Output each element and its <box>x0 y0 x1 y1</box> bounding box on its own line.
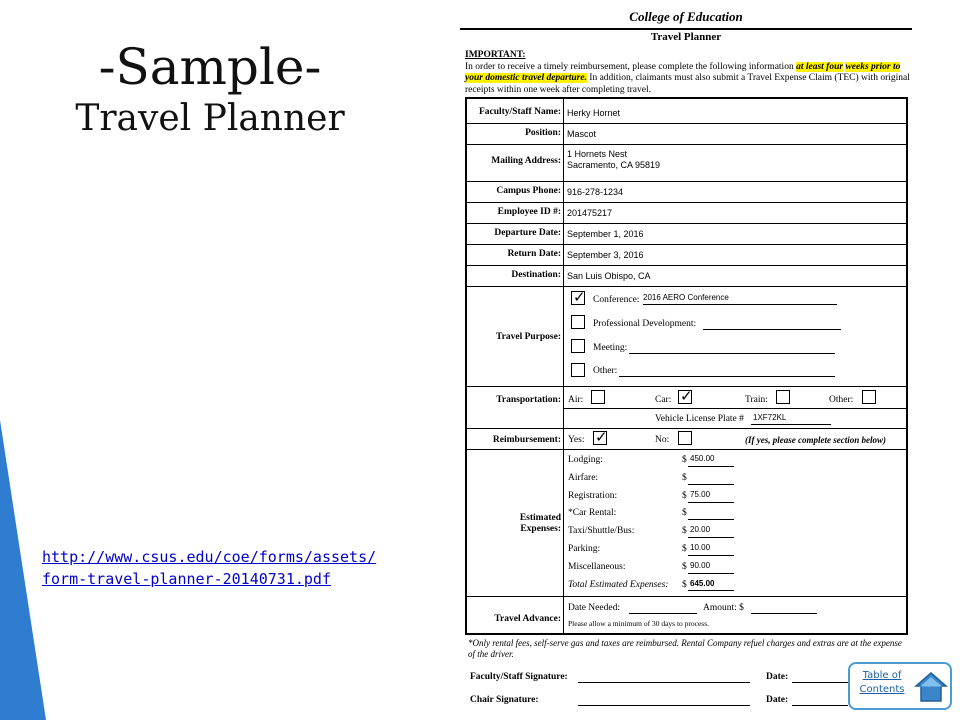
row-rule <box>467 123 906 124</box>
conference-label: Conference: <box>593 295 640 305</box>
address-line1: 1 Hornets Nest <box>567 149 628 159</box>
row-rule <box>467 202 906 203</box>
profdev-checkbox <box>571 315 585 329</box>
car-label: Car: <box>655 395 672 405</box>
position-value: Mascot <box>567 129 597 139</box>
conference-line <box>643 304 837 305</box>
phone-label: Campus Phone: <box>496 186 561 196</box>
expense-item-value: 20.00 <box>690 525 711 535</box>
purpose-label: Travel Purpose: <box>496 332 561 342</box>
faculty-signature-line <box>578 682 750 683</box>
meeting-checkbox <box>571 339 585 353</box>
reimb-no-label: No: <box>655 435 670 445</box>
expense-dollar-sign: $ <box>682 490 687 501</box>
expense-item-value: 90.00 <box>690 560 711 570</box>
row-rule <box>467 428 906 429</box>
return-value: September 3, 2016 <box>567 250 644 260</box>
expense-item-label: Miscellaneous: <box>568 561 626 572</box>
address-line2: Sacramento, CA 95819 <box>567 160 661 170</box>
expense-item-value: 10.00 <box>690 543 711 552</box>
expense-item-label: *Car Rental: <box>568 508 617 519</box>
empid-value: 201475217 <box>567 208 613 218</box>
expense-dollar-sign: $ <box>682 544 687 554</box>
profdev-label: Professional Development: <box>593 319 697 329</box>
heading-rule <box>460 28 912 30</box>
table-of-contents-button[interactable] <box>848 662 952 710</box>
amount-label: Amount: $ <box>703 603 744 613</box>
meeting-line <box>629 353 835 354</box>
expense-item-label: Registration: <box>568 490 618 501</box>
form-table <box>465 97 908 635</box>
important-text-pre: In order to receive a timely reimbursement, please complete the following information <box>465 61 797 72</box>
footnote: *Only rental fees, self-serve gas and taxes are reimbursed. Rental Company refuel charges and extras are at the expense of the driver. <box>468 638 902 659</box>
home-icon <box>914 670 948 709</box>
slide-title-line1: -Sample- <box>98 38 322 96</box>
conference-value: 2016 AERO Conference <box>643 293 729 302</box>
expense-item-label: Parking: <box>568 544 601 554</box>
expense-dollar-sign: $ <box>682 508 687 519</box>
slide-title <box>60 38 360 142</box>
depart-label: Departure Date: <box>494 228 561 238</box>
expense-dollar-sign: $ <box>682 526 687 537</box>
row-rule <box>467 596 906 597</box>
depart-value: September 1, 2016 <box>567 229 644 239</box>
plate-label: Vehicle License Plate # <box>655 414 744 424</box>
return-label: Return Date: <box>507 249 561 259</box>
slide-title-line2: Travel Planner <box>75 98 345 139</box>
row-rule <box>467 265 906 266</box>
college-heading: College of Education <box>629 9 743 24</box>
other-purpose-line <box>619 376 835 377</box>
phone-value: 916-278-1234 <box>567 187 624 197</box>
other-purpose-label: Other: <box>593 366 618 376</box>
row-rule <box>467 144 906 145</box>
total-label: Total Estimated Expenses: <box>568 580 669 590</box>
other-purpose-checkbox <box>571 363 585 377</box>
row-rule <box>467 181 906 182</box>
other-transport-checkbox <box>862 390 876 404</box>
expense-item-label: Lodging: <box>568 455 603 465</box>
chair-signature-line <box>578 705 750 706</box>
reimb-note: (If yes, please complete section below) <box>745 435 886 445</box>
important-heading: IMPORTANT: <box>465 50 526 60</box>
amount-line <box>751 613 817 614</box>
travel-planner-form-image <box>460 0 912 720</box>
expenses-label-2: Expenses: <box>520 524 561 534</box>
faculty-signature-label: Faculty/Staff Signature: <box>470 672 568 682</box>
total-value: 645.00 <box>690 579 715 588</box>
train-checkbox <box>776 390 790 404</box>
advance-note: Please allow a minimum of 30 days to process. <box>568 619 710 628</box>
expense-line <box>688 573 734 574</box>
faculty-date-label: Date: <box>766 672 789 682</box>
important-text-post: In addition, claimants must also submit a Travel Expense Claim (TEC) with original receipts within one week after completing travel. <box>465 73 910 95</box>
expense-line <box>688 555 734 556</box>
important-highlight-1: at least four <box>796 61 844 72</box>
source-link[interactable]: http://www.csus.edu/coe/forms/assets/form-travel-planner-20140731.pdf <box>42 548 377 588</box>
toc-label-line2: Contents <box>859 684 905 695</box>
reimb-yes-label: Yes: <box>568 435 585 445</box>
faculty-date-line <box>792 682 848 683</box>
plate-value: 1XF72KL <box>753 413 787 422</box>
plate-line <box>751 424 831 425</box>
toc-label-line1: Table of <box>862 670 902 681</box>
profdev-line <box>703 329 841 330</box>
other-transport-label: Other: <box>829 395 854 405</box>
column-divider <box>563 99 564 635</box>
important-highlight-2: weeks prior to your domestic travel departure. <box>465 61 901 83</box>
expenses-label-1: Estimated <box>519 513 561 523</box>
name-value: Herky Hornet <box>567 108 621 118</box>
row-rule <box>467 244 906 245</box>
air-checkbox <box>591 390 605 404</box>
expense-line <box>688 519 734 520</box>
meeting-label: Meeting: <box>593 343 628 353</box>
chair-date-line <box>792 705 848 706</box>
air-label: Air: <box>568 395 584 405</box>
chair-signature-label: Chair Signature: <box>470 695 539 705</box>
chair-date-label: Date: <box>766 695 789 705</box>
car-checkbox: ✓ <box>680 387 693 405</box>
expense-item-label: Taxi/Shuttle/Bus: <box>568 526 635 537</box>
expense-line <box>688 466 734 467</box>
expense-dollar-sign: $ <box>682 561 687 572</box>
dest-label: Destination: <box>511 270 561 280</box>
transport-label: Transportation: <box>496 395 561 405</box>
train-label: Train: <box>745 395 768 405</box>
conference-checkbox: ✓ <box>573 288 586 306</box>
row-rule <box>563 408 906 409</box>
row-rule <box>467 449 906 450</box>
row-rule <box>467 223 906 224</box>
total-dollar: $ <box>682 580 687 590</box>
total-line <box>688 590 734 591</box>
address-label: Mailing Address: <box>491 156 561 166</box>
reimb-yes-checkbox: ✓ <box>595 428 608 446</box>
expense-item-label: Airfare: <box>568 472 599 483</box>
name-label: Faculty/Staff Name: <box>478 107 561 117</box>
accent-bar <box>0 0 46 720</box>
expense-item-value: 75.00 <box>690 489 711 499</box>
expense-dollar-sign: $ <box>682 455 687 465</box>
form-title: Travel Planner <box>650 31 722 43</box>
empid-label: Employee ID #: <box>497 207 561 217</box>
reimb-no-checkbox <box>678 431 692 445</box>
date-needed-label: Date Needed: <box>568 603 620 613</box>
expense-line <box>688 537 734 538</box>
important-notice <box>465 50 911 96</box>
expense-item-value: 450.00 <box>690 454 715 463</box>
expense-line <box>688 502 734 503</box>
expense-line <box>688 484 734 485</box>
expense-dollar-sign: $ <box>682 472 687 483</box>
position-label: Position: <box>525 128 561 138</box>
dest-value: San Luis Obispo, CA <box>567 271 651 281</box>
date-needed-line <box>629 613 697 614</box>
advance-label: Travel Advance: <box>494 614 561 624</box>
reimbursement-label: Reimbursement: <box>492 435 561 445</box>
toc-label <box>856 669 908 697</box>
row-rule <box>467 286 906 287</box>
